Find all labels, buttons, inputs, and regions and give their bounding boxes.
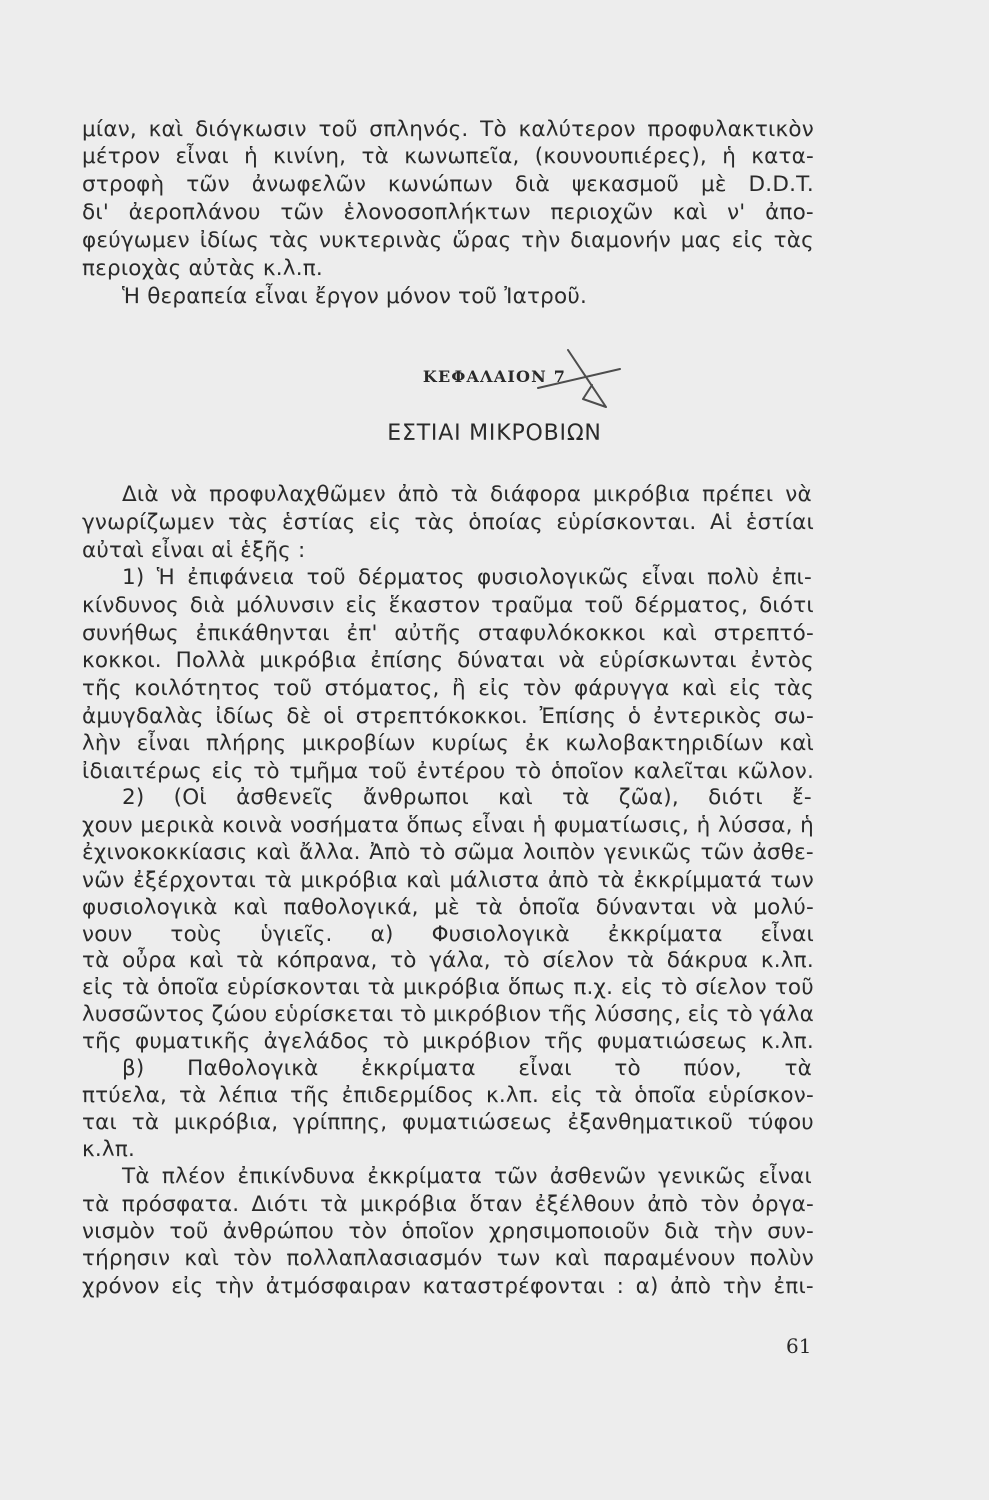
text-line: νισμὸν τοῦ ἀνθρώπου τὸν ὁποῖον χρησιμοποιοῦν διὰ τὴν συν- xyxy=(82,1219,814,1244)
text-line: κίνδυνος διὰ μόλυνσιν εἰς ἕκαστον τραῦμα τοῦ δέρματος, διότι xyxy=(82,593,814,618)
text-line: περιοχὰς αὐτὰς κ.λ.π. xyxy=(82,256,323,281)
text-line: στροφὴ τῶν ἀνωφελῶν κωνώπων διὰ ψεκασμοῦ μὲ D.D.T. xyxy=(82,172,814,197)
chapter-label: ΚΕΦΑΛΑΙΟΝ 7 xyxy=(422,367,567,386)
text-line: χουν μερικὰ κοινὰ νοσήματα ὅπως εἶναι ἡ φυματίωσις, ἡ λύσσα, ἡ xyxy=(82,813,814,838)
text-line: ἀμυγδαλὰς ἰδίως δὲ οἱ στρεπτόκοκκοι. Ἐπίσης ὁ ἐντερικὸς σω- xyxy=(82,704,814,729)
text-line: Διὰ νὰ προφυλαχθῶμεν ἀπὸ τὰ διάφορα μικρόβια πρέπει νὰ xyxy=(122,482,812,507)
text-line: νῶν ἐξέρχονται τὰ μικρόβια καὶ μάλιστα ἀπὸ τὰ ἐκκρίμματά των xyxy=(82,868,814,893)
text-line: δι' ἀεροπλάνου τῶν ἑλονοσοπλήκτων περιοχῶν καὶ ν' ἀπο- xyxy=(82,200,814,225)
page-number: 61 xyxy=(786,1334,812,1358)
text-line: μέτρον εἶναι ἡ κινίνη, τὰ κωνωπεῖα, (κουνουπιέρες), ἡ κατα- xyxy=(82,144,814,169)
text-line: φυσιολογικὰ καὶ παθολογικά, μὲ τὰ ὁποῖα δύνανται νὰ μολύ- xyxy=(82,895,814,920)
text-line: γνωρίζωμεν τὰς ἑστίας εἰς τὰς ὁποίας εὑρίσκονται. Αἱ ἑστίαι xyxy=(82,510,814,535)
text-line: 2) (Οἱ ἀσθενεῖς ἄνθρωποι καὶ τὰ ζῶα), διότι ἔ- xyxy=(122,785,812,810)
text-line: τῆς κοιλότητος τοῦ στόματος, ἢ εἰς τὸν φάρυγγα καὶ εἰς τὰς xyxy=(82,676,814,701)
text-line: νουν τοὺς ὑγιεῖς. α) Φυσιολογικὰ ἐκκρίματα εἶναι xyxy=(82,922,814,947)
text-line: ἰδιαιτέρως εἰς τὸ τμῆμα τοῦ ἐντέρου τὸ ὁποῖον καλεῖται κῶλον. xyxy=(82,759,814,784)
text-line: αὐταὶ εἶναι αἱ ἑξῆς : xyxy=(82,538,306,563)
text-line: κ.λπ. xyxy=(82,1137,136,1162)
chapter-title: ΕΣΤΙΑΙ ΜΙΚΡΟΒΙΩΝ xyxy=(387,421,602,446)
text-line: μίαν, καὶ διόγκωσιν τοῦ σπληνός. Τὸ καλύτερον προφυλακτικὸν xyxy=(82,117,814,142)
text-line: 1) Ἡ ἐπιφάνεια τοῦ δέρματος φυσιολογικῶς εἶναι πολὺ ἐπι- xyxy=(122,565,812,590)
handwritten-mark xyxy=(528,345,628,415)
text-line: β) Παθολογικὰ ἐκκρίματα εἶναι τὸ πύον, τὰ xyxy=(122,1056,812,1081)
text-line: εἰς τὰ ὁποῖα εὑρίσκονται τὰ μικρόβια ὅπως π.χ. εἰς τὸ σίελον τοῦ xyxy=(82,975,814,1000)
text-line: τῆς φυματικῆς ἀγελάδος τὸ μικρόβιον τῆς φυματιώσεως κ.λπ. xyxy=(82,1029,814,1054)
text-line: συνήθως ἐπικάθηνται ἐπ' αὐτῆς σταφυλόκοκκοι καὶ στρεπτό- xyxy=(82,621,814,646)
text-line: Ἡ θεραπεία εἶναι ἔργον μόνον τοῦ Ἰατροῦ. xyxy=(122,284,587,309)
text-line: τὰ οὖρα καὶ τὰ κόπρανα, τὸ γάλα, τὸ σίελον τὰ δάκρυα κ.λπ. xyxy=(82,948,814,973)
text-line: πτύελα, τὰ λέπια τῆς ἐπιδερμίδος κ.λπ. εἰς τὰ ὁποῖα εὑρίσκον- xyxy=(82,1083,814,1108)
text-line: λὴν εἶναι πλήρης μικροβίων κυρίως ἐκ κωλοβακτηριδίων καὶ xyxy=(82,731,814,756)
text-line: λυσσῶντος ζώου εὑρίσκεται τὸ μικρόβιον τῆς λύσσης, εἰς τὸ γάλα xyxy=(82,1002,814,1027)
text-line: φεύγωμεν ἰδίως τὰς νυκτερινὰς ὥρας τὴν διαμονήν μας εἰς τὰς xyxy=(82,228,814,253)
text-line: χρόνον εἰς τὴν ἀτμόσφαιραν καταστρέφονται : α) ἀπὸ τὴν ἐπι- xyxy=(82,1274,814,1299)
text-line: τὰ πρόσφατα. Διότι τὰ μικρόβια ὅταν ἐξέλθουν ἀπὸ τὸν ὀργα- xyxy=(82,1192,814,1217)
text-line: κοκκοι. Πολλὰ μικρόβια ἐπίσης δύναται νὰ εὑρίσκωνται ἐντὸς xyxy=(82,648,814,673)
text-line: Τὰ πλέον ἐπικίνδυνα ἐκκρίματα τῶν ἀσθενῶν γενικῶς εἶναι xyxy=(122,1164,812,1189)
text-line: ται τὰ μικρόβια, γρίππης, φυματιώσεως ἐξανθηματικοῦ τύφου xyxy=(82,1110,814,1135)
text-line: ἐχινοκοκκίασις καὶ ἄλλα. Ἀπὸ τὸ σῶμα λοιπὸν γενικῶς τῶν ἀσθε- xyxy=(82,840,814,865)
text-line: τήρησιν καὶ τὸν πολλαπλασιασμόν των καὶ παραμένουν πολὺν xyxy=(82,1246,814,1271)
